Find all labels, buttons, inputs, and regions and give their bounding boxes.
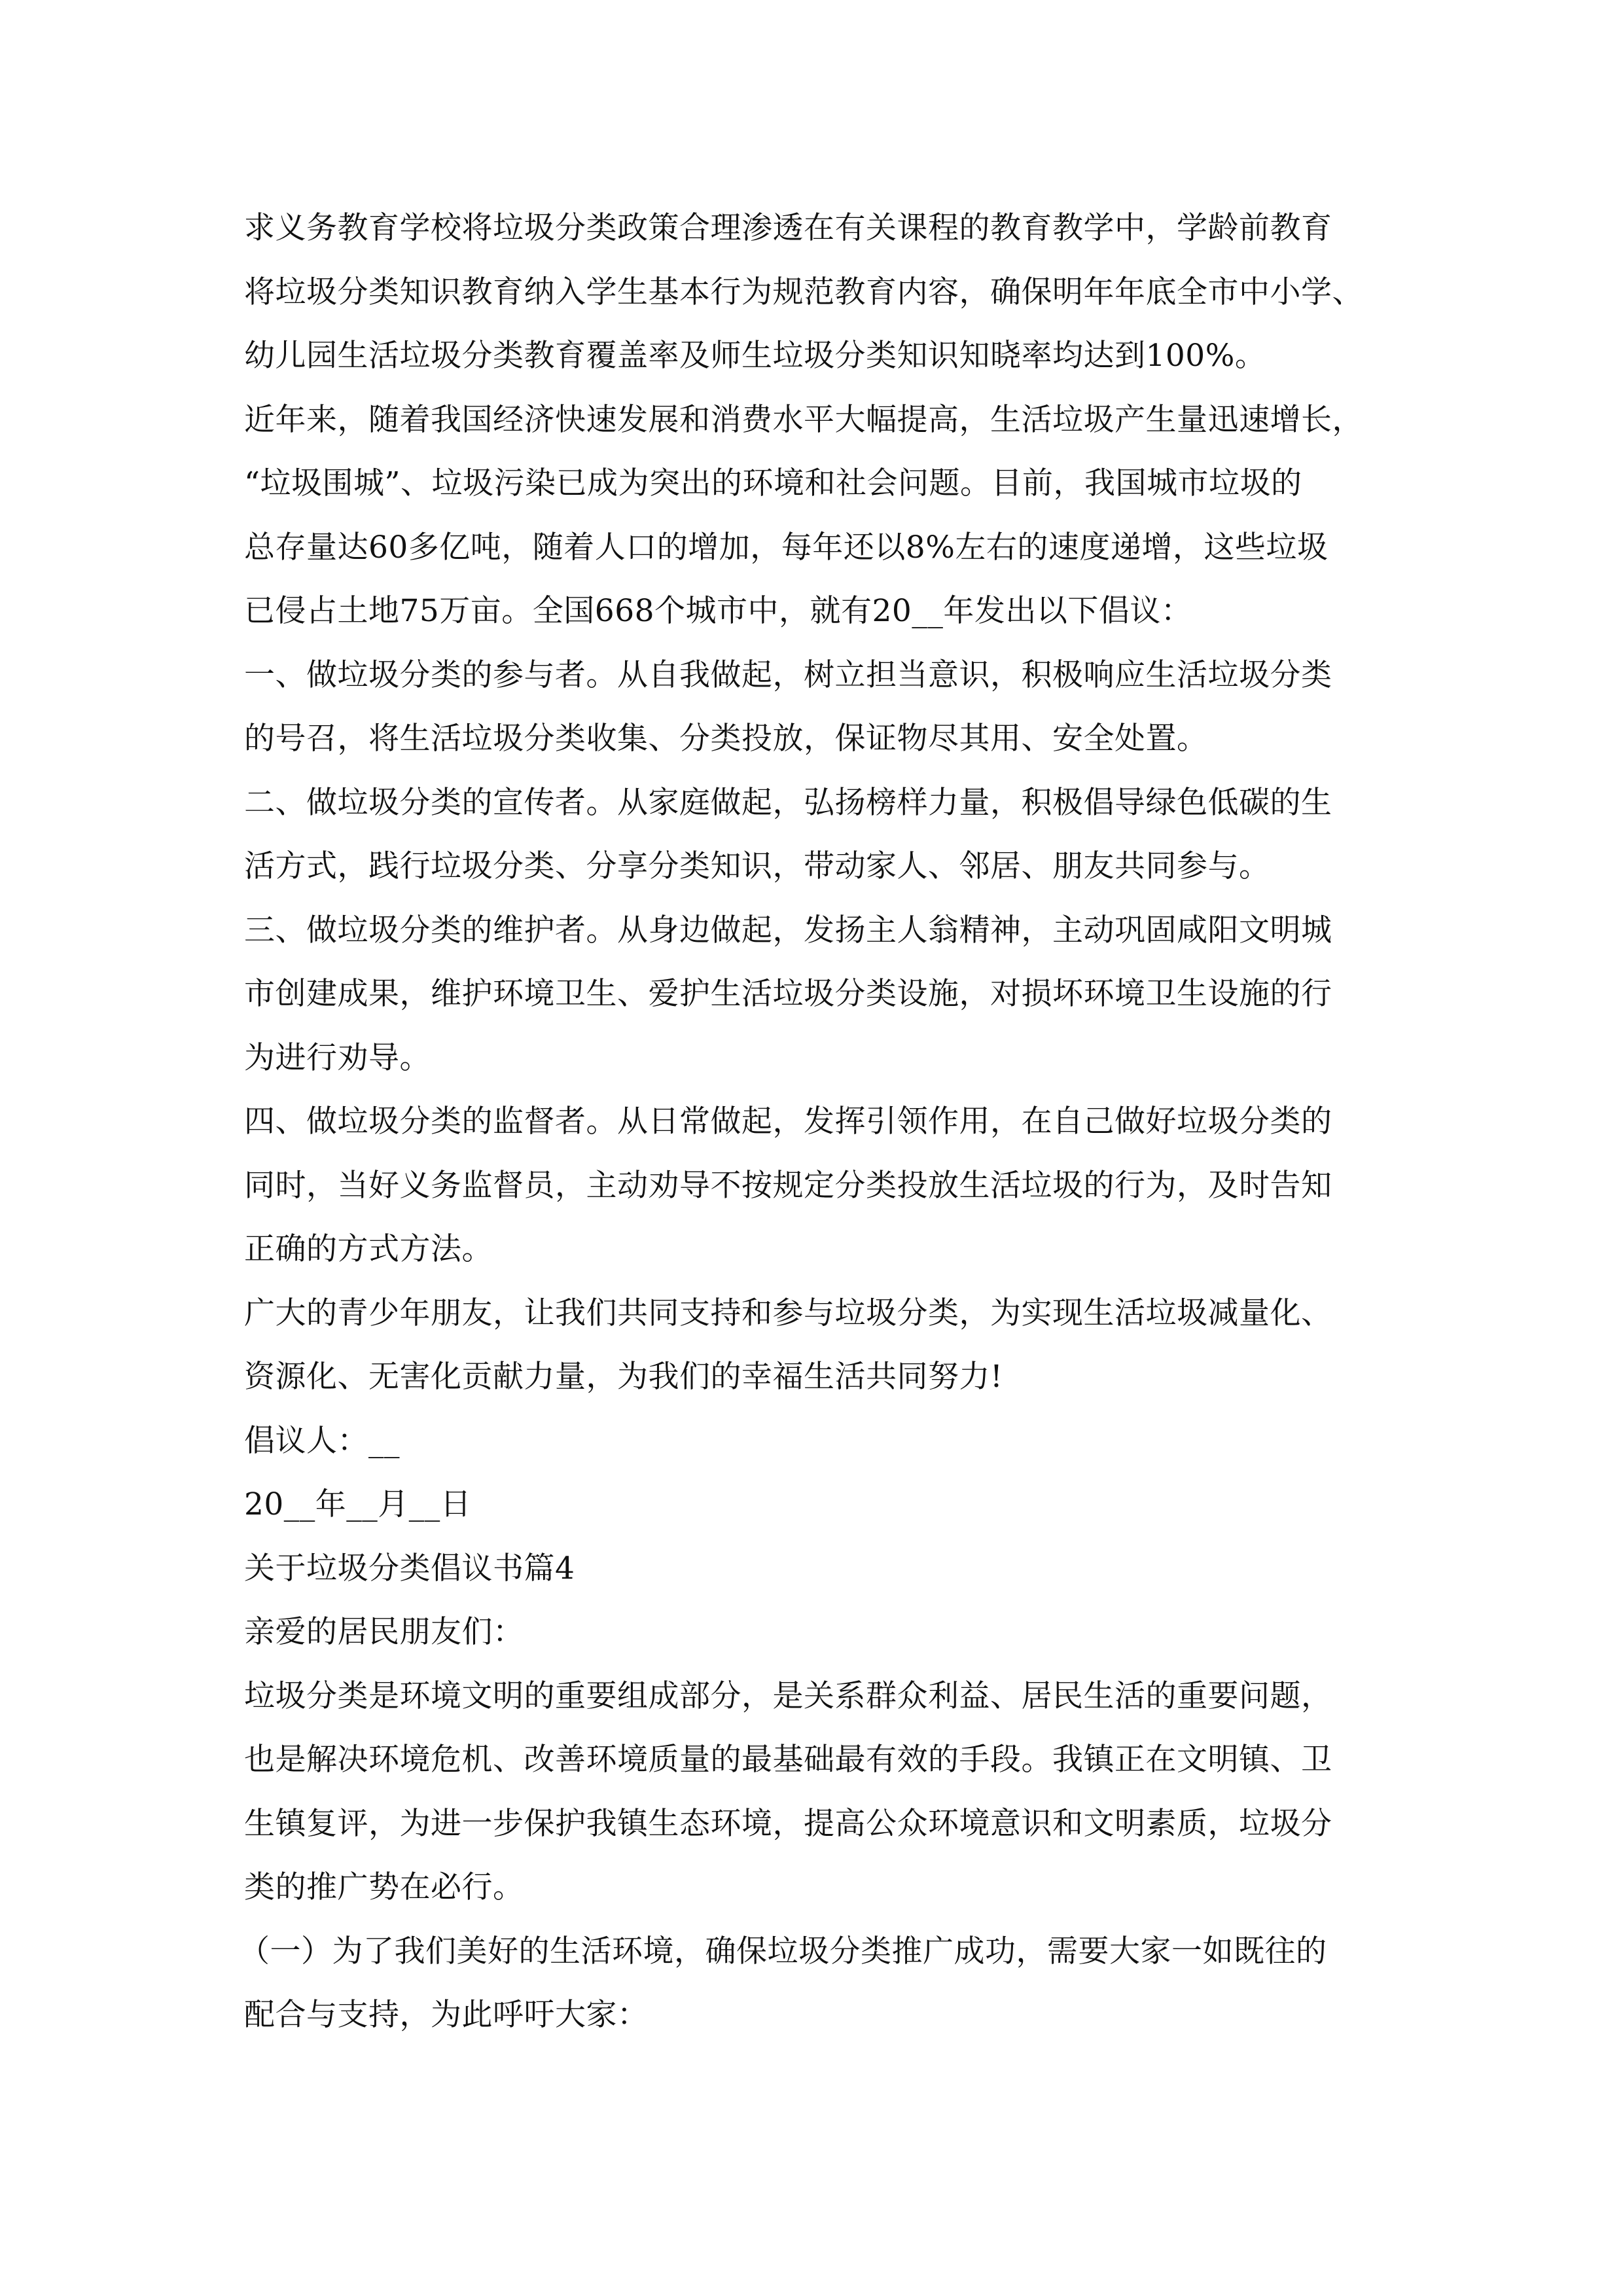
salutation: 亲爱的居民朋友们：	[244, 1614, 524, 1650]
text-line: 的号召，将生活垃圾分类收集、分类投放，保证物尽其用、安全处置。	[244, 721, 1208, 757]
date-line: 20__年__月__日	[244, 1486, 472, 1522]
text-line: 总存量达60多亿吨，随着人口的增加，每年还以8%左右的速度递增，这些垃圾	[244, 529, 1329, 565]
text-line: 垃圾分类是环境文明的重要组成部分，是关系群众利益、居民生活的重要问题，	[244, 1677, 1332, 1714]
text-line: 近年来，随着我国经济快速发展和消费水平大幅提高，生活垃圾产生量迅速增长，	[244, 401, 1363, 438]
text-line: 活方式，践行垃圾分类、分享分类知识，带动家人、邻居、朋友共同参与。	[244, 848, 1270, 884]
text-line: 二、做垃圾分类的宣传者。从家庭做起，弘扬榜样力量，积极倡导绿色低碳的生	[244, 784, 1332, 821]
text-line: 一、做垃圾分类的参与者。从自我做起，树立担当意识，积极响应生活垃圾分类	[244, 656, 1332, 693]
text-line: 类的推广势在必行。	[244, 1869, 524, 1905]
text-line: 已侵占土地75万亩。全国668个城市中，就有20__年发出以下倡议：	[244, 593, 1192, 629]
text-line: 市创建成果，维护环境卫生、爱护生活垃圾分类设施，对损坏环境卫生设施的行	[244, 976, 1332, 1012]
text-line: 幼儿园生活垃圾分类教育覆盖率及师生垃圾分类知识知晓率均达到100%。	[244, 338, 1266, 374]
text-line: 求义务教育学校将垃圾分类政策合理渗透在有关课程的教育教学中，学龄前教育	[244, 210, 1332, 246]
text-line: 同时，当好义务监督员，主动劝导不按规定分类投放生活垃圾的行为，及时告知	[244, 1167, 1332, 1204]
text-line: “垃圾围城”、垃圾污染已成为突出的环境和社会问题。目前，我国城市垃圾的	[244, 465, 1302, 501]
text-line: 三、做垃圾分类的维护者。从身边做起，发扬主人翁精神，主动巩固咸阳文明城	[244, 912, 1332, 948]
text-line: 为进行劝导。	[244, 1039, 431, 1076]
text-line: 四、做垃圾分类的监督者。从日常做起，发挥引领作用，在自己做好垃圾分类的	[244, 1103, 1332, 1139]
text-line: 将垃圾分类知识教育纳入学生基本行为规范教育内容，确保明年年底全市中小学、	[244, 274, 1363, 310]
text-line: （一）为了我们美好的生活环境，确保垃圾分类推广成功，需要大家一如既往的	[239, 1933, 1327, 1969]
text-line: 配合与支持，为此呼吁大家：	[244, 1997, 649, 2033]
text-line: 广大的青少年朋友，让我们共同支持和参与垃圾分类，为实现生活垃圾减量化、	[244, 1295, 1332, 1331]
text-line: 资源化、无害化贡献力量，为我们的幸福生活共同努力!	[244, 1359, 1003, 1395]
document-body	[239, 196, 1396, 2047]
text-line: 正确的方式方法。	[244, 1231, 493, 1267]
section-title: 关于垃圾分类倡议书篇4	[244, 1550, 575, 1587]
signature-line: 倡议人：__	[244, 1422, 400, 1459]
text-line: 生镇复评，为进一步保护我镇生态环境，提高公众环境意识和文明素质，垃圾分	[244, 1805, 1332, 1842]
text-line: 也是解决环境危机、改善环境质量的最基础最有效的手段。我镇正在文明镇、卫	[244, 1742, 1332, 1778]
